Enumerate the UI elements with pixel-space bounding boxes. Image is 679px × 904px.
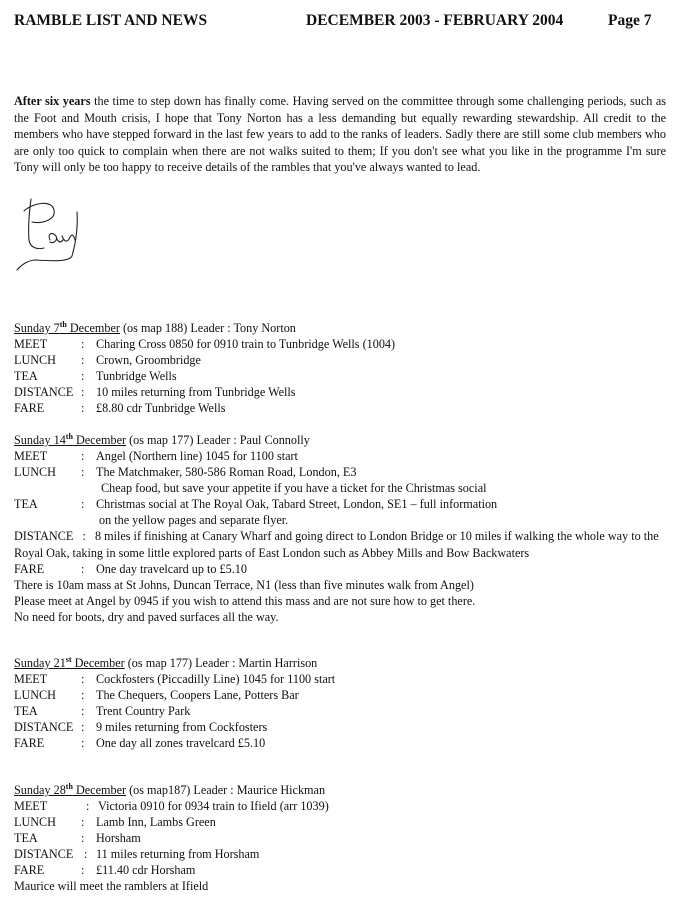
walk-sunday-14-december	[14, 432, 670, 625]
farewell-paragraph	[14, 93, 666, 176]
walk-heading	[14, 782, 670, 798]
walk-row-fare: FARE : One day all zones travelcard £5.10	[14, 736, 266, 750]
walk-sunday-7-december	[14, 320, 670, 416]
newsletter-title: RAMBLE LIST AND NEWS	[14, 12, 208, 29]
walk-lunch-note: Cheap food, but save your appetite if you have a ticket for the Christmas social	[101, 481, 487, 495]
walk-row-meet: MEET : Charing Cross 0850 for 0910 train to Tunbridge Wells (1004)	[14, 337, 396, 351]
walk-details: (os map 177) Leader : Martin Harrison	[124, 656, 318, 670]
walk-row-tea: TEA : Trent Country Park	[14, 704, 191, 718]
walk-details: (os map187) Leader : Maurice Hickman	[126, 783, 326, 797]
walk-row-meet: MEET : Victoria 0910 for 0934 train to Ifield (arr 1039)	[14, 799, 329, 813]
walk-row-fare: FARE : £11.40 cdr Horsham	[14, 863, 196, 877]
walk-sunday-21-december	[14, 655, 670, 751]
walk-heading	[14, 655, 670, 671]
walk-note: No need for boots, dry and paved surfaces all the way.	[14, 610, 279, 624]
page-number: Page 7	[608, 12, 652, 29]
walk-date: Sunday 14th December	[14, 431, 127, 447]
walk-row-distance: DISTANCE : 8 miles if finishing at Canary Wharf and going direct to London Bridge or 10 miles if walking the whole way to the Royal Oak, taking in some little explored parts of East London such as Abbey Mills and Bow Backwaters	[14, 529, 659, 560]
walk-date: Sunday 21st December	[14, 654, 125, 670]
walk-row-tea: TEA : Horsham	[14, 831, 141, 845]
farewell-lead: After six years	[14, 94, 91, 108]
walk-row-fare: FARE : One day travelcard up to £5.10	[14, 562, 247, 576]
issue-period: DECEMBER 2003 - FEBRUARY 2004	[306, 12, 564, 29]
signature-image	[14, 192, 114, 272]
walk-note: Maurice will meet the ramblers at Ifield	[14, 879, 209, 893]
walk-row-meet: MEET : Cockfosters (Piccadilly Line) 1045 for 1100 start	[14, 672, 336, 686]
walk-note: There is 10am mass at St Johns, Duncan Terrace, N1 (less than five minutes walk from Angel)	[14, 578, 474, 592]
walk-row-lunch: LUNCH : The Matchmaker, 580-586 Roman Road, London, E3	[14, 465, 357, 479]
walk-row-distance: DISTANCE : 9 miles returning from Cockfosters	[14, 720, 268, 734]
walk-heading	[14, 320, 670, 336]
walk-row-distance: DISTANCE : 11 miles returning from Horsham	[14, 847, 260, 861]
farewell-text: the time to step down has finally come. Having served on the committee through some challenging periods, such as the Foot and Mouth crisis, I hope that Tony Norton has a less demanding but equally rewarding stewardship. All credit to the members who have stepped forward in the last few years to add to the ranks of leaders. Sadly there are still some club members who are only too quick to complain when there are not walks suited to them; If you don't see what you like in the programme I'm sure Tony will only be too happy to receive details of the rambles that you've always wanted to lead.	[14, 94, 667, 175]
walk-row-distance: DISTANCE : 10 miles returning from Tunbridge Wells	[14, 385, 296, 399]
walk-row-meet: MEET : Angel (Northern line) 1045 for 1100 start	[14, 449, 298, 463]
walk-note: Please meet at Angel by 0945 if you wish to attend this mass and are not sure how to get there.	[14, 594, 476, 608]
walk-heading	[14, 432, 670, 448]
walk-row-tea: TEA : Tunbridge Wells	[14, 369, 177, 383]
walk-date: Sunday 28th December	[14, 781, 127, 797]
walk-sunday-28-december	[14, 782, 670, 894]
walk-row-lunch: LUNCH : The Chequers, Coopers Lane, Potters Bar	[14, 688, 299, 702]
walk-row-fare: FARE : £8.80 cdr Tunbridge Wells	[14, 401, 226, 415]
page-header	[14, 12, 652, 32]
walk-row-lunch: LUNCH : Lamb Inn, Lambs Green	[14, 815, 216, 829]
walk-details: (os map 188) Leader : Tony Norton	[119, 321, 296, 335]
walk-row-tea: TEA : Christmas social at The Royal Oak, Tabard Street, London, SE1 – full information	[14, 497, 498, 511]
walk-date: Sunday 7th December	[14, 319, 120, 335]
walk-tea-note: on the yellow pages and separate flyer.	[99, 513, 289, 527]
walk-details: (os map 177) Leader : Paul Connolly	[126, 433, 310, 447]
walk-row-lunch: LUNCH : Crown, Groombridge	[14, 353, 201, 367]
